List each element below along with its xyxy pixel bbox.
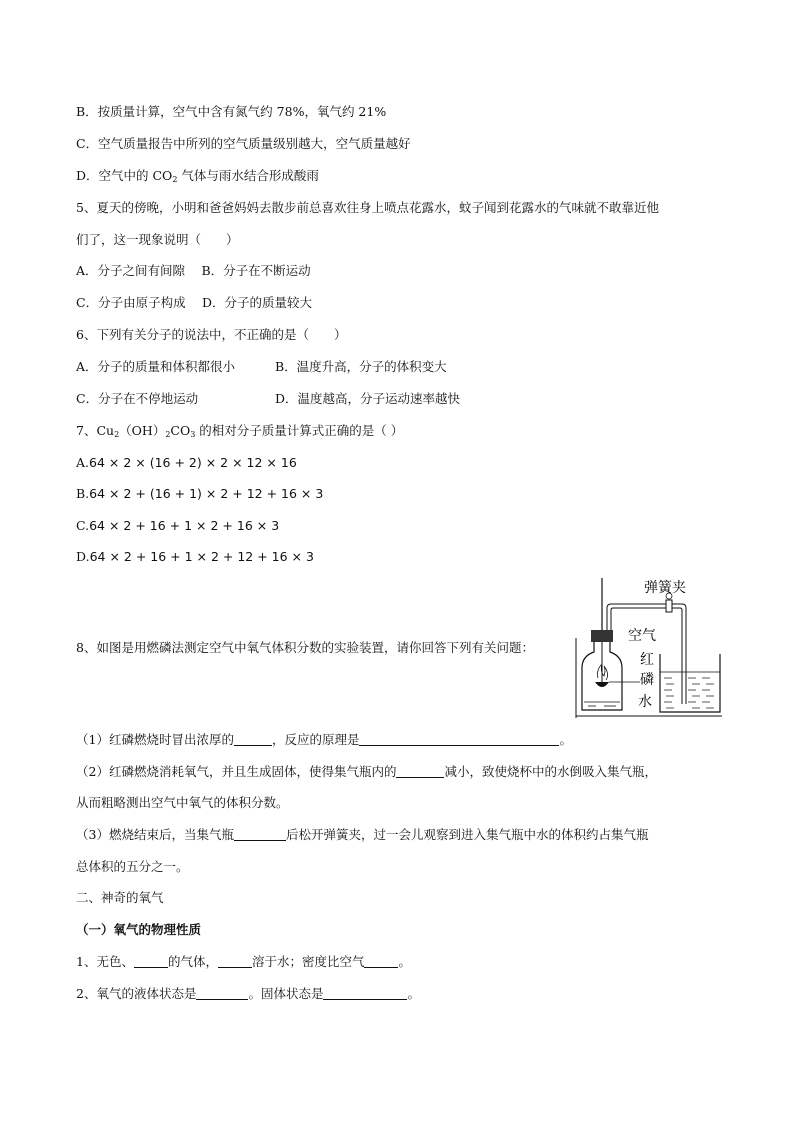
q7-stem-sub3: 3 [190,430,196,439]
label-water: 水 [638,694,652,710]
q7-stem-sub1: 2 [114,430,120,439]
answer-blank[interactable] [234,827,286,841]
q7-option-b [76,486,323,502]
q7-option-b-label: B. [76,486,90,501]
answer-blank[interactable] [196,986,248,1000]
q4-option-d-post: 气体与雨水结合形成酸雨 [177,168,319,183]
q6-option-b: B．温度升高，分子的体积变大 [275,359,447,374]
q8-part2-a: （2）红磷燃烧消耗氧气，并且生成固体，使得集气瓶内的 [76,764,397,779]
q6-option-a: A．分子的质量和体积都很小 [76,359,236,374]
q8-part3 [76,827,648,843]
label-air: 空气 [628,628,656,644]
q7-option-a [76,455,297,471]
q8-part1 [76,732,572,748]
oxygen-l1-c: 溶于水；密度比空气 [251,954,365,969]
oxygen-l2-a: 2、氧气的液体状态是 [76,986,197,1001]
q4-option-b-text: B．按质量计算，空气中含有氮气约 78%，氧气约 21% [76,104,387,119]
oxygen-l1-d: 。 [398,954,411,969]
answer-blank[interactable] [218,954,252,968]
q7-stem-mid: （OH） [119,423,166,438]
oxygen-l1-a: 1、无色、 [76,954,134,969]
q8-part3-cont: 总体积的五分之一。 [76,859,189,874]
q7-option-c-expr: 64 × 2 + 16 + 1 × 2 + 16 × 3 [89,518,280,533]
combustion-spoon [595,682,609,687]
q5-options-ab: A．分子之间有间隙 B．分子在不断运动 [76,263,311,278]
answer-blank[interactable] [359,732,559,746]
q7-stem-sub2: 2 [165,430,171,439]
q6-option-d: D．温度越高，分子运动速率越快 [275,391,461,406]
q8-part3-b: 后松开弹簧夹，过一会儿观察到进入集气瓶中水的体积约占集气瓶 [285,827,649,842]
q7-option-b-expr: 64 × 2 + (16 + 1) × 2 + 12 + 16 × 3 [89,486,324,501]
q8-stem: 8、如图是用燃磷法测定空气中氧气体积分数的实验装置，请你回答下列有关问题： [76,640,534,655]
beaker [660,654,720,712]
section-2-subtitle: （一）氧气的物理性质 [76,922,202,937]
q4-option-d-sub: 2 [172,175,178,184]
phosphorus-experiment-figure [574,578,722,718]
q7-option-d-expr: 64 × 2 + 16 + 1 × 2 + 12 + 16 × 3 [89,549,314,564]
q8-part2 [76,764,657,780]
q8-part1-b: ，反应的原理是 [271,732,360,747]
q7-option-a-expr: 64 × 2 × (16 + 2) × 2 × 12 × 16 [89,455,297,470]
flame-icon [598,664,608,680]
q5-options-cd: C．分子由原子构成 D．分子的质量较大 [76,295,313,310]
q8-part1-a: （1）红磷燃烧时冒出浓厚的 [76,732,234,747]
oxygen-property-line1 [76,954,411,970]
q4-option-b [76,104,386,120]
q5-stem-line2: 们了，这一现象说明（ ） [76,232,239,247]
beaker-water [664,678,714,708]
q4-option-d-pre: D．空气中的 CO [76,168,173,183]
answer-blank[interactable] [323,986,407,1000]
answer-blank[interactable] [364,954,398,968]
oxygen-l2-b: 。固体状态是 [248,986,324,1001]
section-2-title: 二、神奇的氧气 [76,890,164,905]
q7-stem [76,423,403,443]
q7-option-c-label: C. [76,518,90,533]
q7-stem-end: 的相对分子质量计算式正确的是（ ） [195,423,404,438]
q8-part1-c: 。 [559,732,572,747]
answer-blank[interactable] [234,732,272,746]
q7-option-d [76,549,314,565]
oxygen-l2-c: 。 [407,986,420,1001]
q8-part2-b: 减小，致使烧杯中的水倒吸入集气瓶， [444,764,657,779]
q6-stem: 6、下列有关分子的说法中，不正确的是（ ） [76,327,347,342]
q8-part2-cont: 从而粗略测出空气中氧气的体积分数。 [76,795,289,810]
answer-blank[interactable] [134,954,168,968]
q8-part3-a: （3）燃烧结束后，当集气瓶 [76,827,234,842]
q7-option-c [76,518,279,534]
q7-stem-pre: 7、Cu [76,423,115,438]
q7-stem-post: CO [170,423,191,438]
label-spring-clip: 弹簧夹 [644,580,686,596]
oxygen-l1-b: 的气体， [167,954,218,969]
answer-blank[interactable] [396,764,444,778]
oxygen-property-line2 [76,986,420,1002]
q4-option-c: C．空气质量报告中所列的空气质量级别越大，空气质量越好 [76,136,411,151]
spring-clip [666,600,672,612]
q7-option-a-label: A. [76,455,90,470]
q6-option-c: C．分子在不停地运动 [76,391,199,406]
label-phosphorus: 磷 [640,672,654,688]
q7-option-d-label: D. [76,549,90,564]
q5-stem-line1: 5、夏天的傍晚，小明和爸爸妈妈去散步前总喜欢往身上喷点花露水，蚊子闻到花露水的气味就不敢靠近他 [76,200,659,215]
q4-option-d [76,168,319,188]
rubber-stopper [591,630,613,642]
label-red-1: 红 [640,652,654,668]
